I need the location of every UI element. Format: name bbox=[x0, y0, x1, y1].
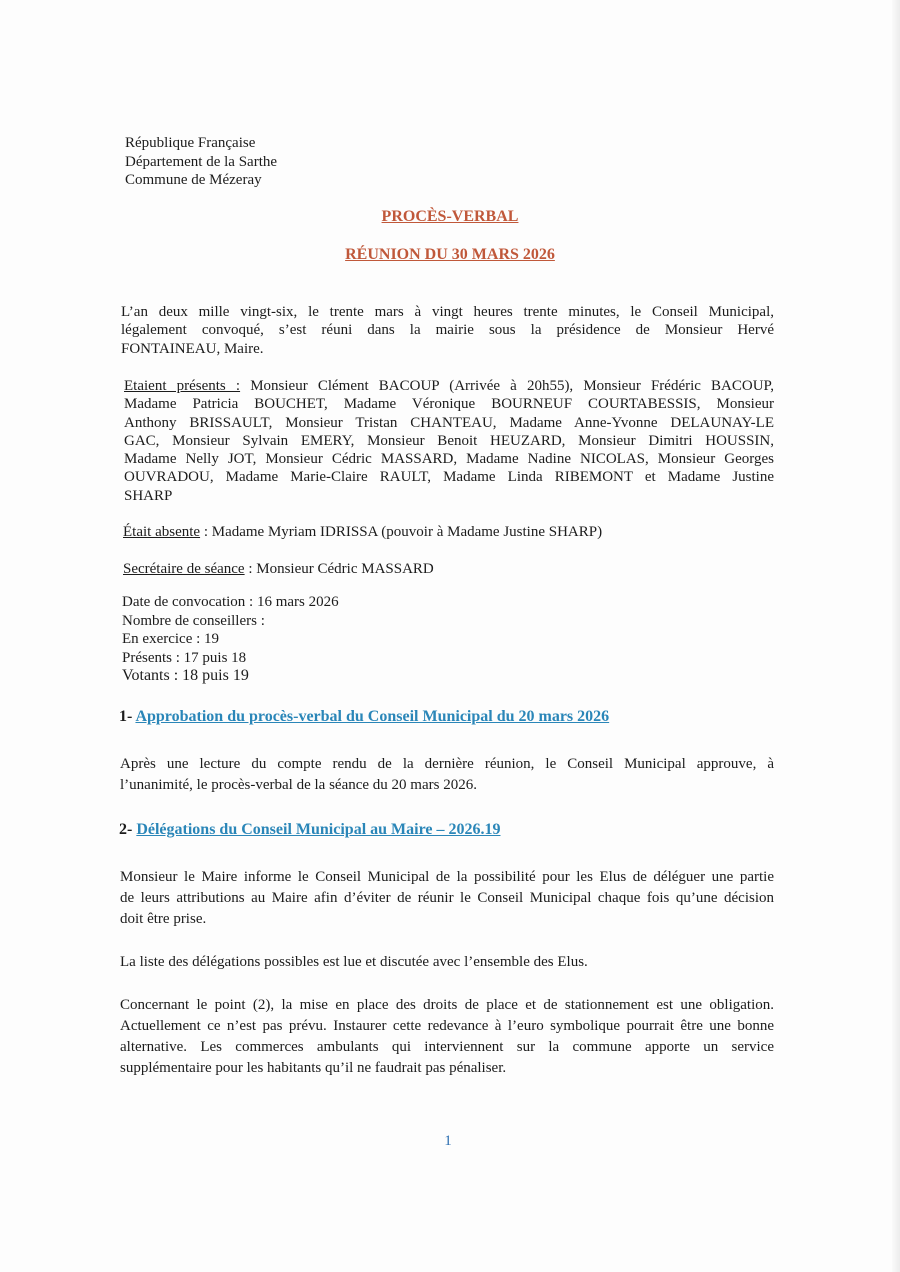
document-title: PROCÈS-VERBAL bbox=[381, 208, 519, 225]
section-2-line: Monsieur le Maire informe le Conseil Municipal de la possibilité pour les Elus de déléguer une partie bbox=[120, 869, 774, 885]
presents-line: Madame Nelly JOT, Monsieur Cédric MASSARD, Madame Nadine NICOLAS, Monsieur Georges bbox=[124, 451, 774, 468]
section-2-title: Délégations du Conseil Municipal au Maire – 2026.19 bbox=[136, 821, 501, 838]
section-2-line: Concernant le point (2), la mise en place des droits de place et de stationnement est une obligation. bbox=[120, 997, 774, 1013]
section-1-paragraph bbox=[120, 754, 774, 796]
intro-line: L’an deux mille vingt-six, le trente mars à vingt heures trente minutes, le Conseil Municipal, bbox=[121, 304, 774, 320]
intro-line: légalement convoqué, s’est réuni dans la mairie sous la présidence de Monsieur Hervé bbox=[121, 322, 774, 339]
section-1-title: Approbation du procès-verbal du Conseil Municipal du 20 mars 2026 bbox=[135, 708, 610, 725]
header-department: Département de la Sarthe bbox=[125, 153, 278, 170]
section-2-paragraph-3 bbox=[120, 995, 774, 1079]
intro-line: FONTAINEAU, Maire. bbox=[121, 340, 264, 357]
absent-line bbox=[123, 524, 602, 541]
intro-paragraph bbox=[121, 303, 774, 358]
councillors-present: Présents : 17 puis 18 bbox=[122, 649, 247, 666]
header-commune: Commune de Mézeray bbox=[125, 172, 262, 188]
section-2-heading bbox=[119, 821, 501, 839]
council-stats bbox=[122, 593, 339, 686]
presents-line: Anthony BRISSAULT, Monsieur Tristan CHANTEAU, Madame Anne-Yvonne DELAUNAY-LE bbox=[124, 414, 774, 431]
scan-edge bbox=[892, 0, 900, 1272]
section-2-line: de leurs attributions au Maire afin d’éviter de réunir le Conseil Municipal chaque fois qu’une décision bbox=[120, 890, 774, 906]
header-republic: République Française bbox=[125, 135, 256, 151]
section-2-line: Actuellement ce n’est pas prévu. Instaurer cette redevance à l’euro symbolique pourrait être une bonne bbox=[120, 1018, 774, 1034]
section-2-line: La liste des délégations possibles est lue et discutée avec l’ensemble des Elus. bbox=[120, 954, 588, 970]
secretary-label: Secrétaire de séance bbox=[123, 561, 245, 577]
secretary-line bbox=[123, 561, 434, 578]
presents-line: SHARP bbox=[124, 487, 173, 504]
presents-line: OUVRADOU, Madame Marie-Claire RAULT, Madame Linda RIBEMONT et Madame Justine bbox=[124, 469, 774, 486]
presents-line: Madame Patricia BOUCHET, Madame Véronique BOURNEUF COURTABESSIS, Monsieur bbox=[124, 396, 774, 413]
administrative-header bbox=[125, 134, 277, 190]
presents-first-text: Monsieur Clément BACOUP (Arrivée à 20h55), Monsieur Frédéric BACOUP, bbox=[240, 378, 774, 394]
presents-label: Etaient présents : bbox=[124, 378, 241, 394]
presents-first-line bbox=[124, 377, 774, 395]
section-2-line: alternative. Les commerces ambulants qui interviennent sur la commune apporte un service bbox=[120, 1039, 774, 1055]
councillors-count-label: Nombre de conseillers : bbox=[122, 612, 265, 629]
absent-text: : Madame Myriam IDRISSA (pouvoir à Madame Justine SHARP) bbox=[200, 524, 603, 540]
section-1-line: l’unanimité, le procès-verbal de la séance du 20 mars 2026. bbox=[120, 777, 477, 793]
secretary-text: : Monsieur Cédric MASSARD bbox=[244, 561, 434, 577]
absent-label: Était absente bbox=[123, 524, 201, 540]
section-2-number: 2- bbox=[119, 821, 137, 838]
councillors-in-office: En exercice : 19 bbox=[122, 631, 220, 647]
councillors-voting: Votants : 18 puis 19 bbox=[122, 667, 249, 684]
section-1-heading bbox=[119, 708, 609, 726]
meeting-title: RÉUNION DU 30 MARS 2026 bbox=[345, 246, 555, 263]
presents-paragraph bbox=[124, 377, 774, 505]
section-1-line: Après une lecture du compte rendu de la dernière réunion, le Conseil Municipal approuve, à bbox=[120, 756, 774, 772]
convocation-date: Date de convocation : 16 mars 2026 bbox=[122, 594, 339, 610]
section-2-paragraph-2 bbox=[120, 952, 774, 973]
section-2-line: doit être prise. bbox=[120, 911, 207, 927]
page-number: 1 bbox=[444, 1133, 452, 1149]
section-2-paragraph-1 bbox=[120, 867, 774, 930]
presents-line: GAC, Monsieur Sylvain EMERY, Monsieur Benoit HEUZARD, Monsieur Dimitri HOUSSIN, bbox=[124, 432, 774, 449]
section-2-line: supplémentaire pour les habitants qu’il ne faudrait pas pénaliser. bbox=[120, 1060, 507, 1076]
section-1-number: 1- bbox=[119, 708, 136, 725]
